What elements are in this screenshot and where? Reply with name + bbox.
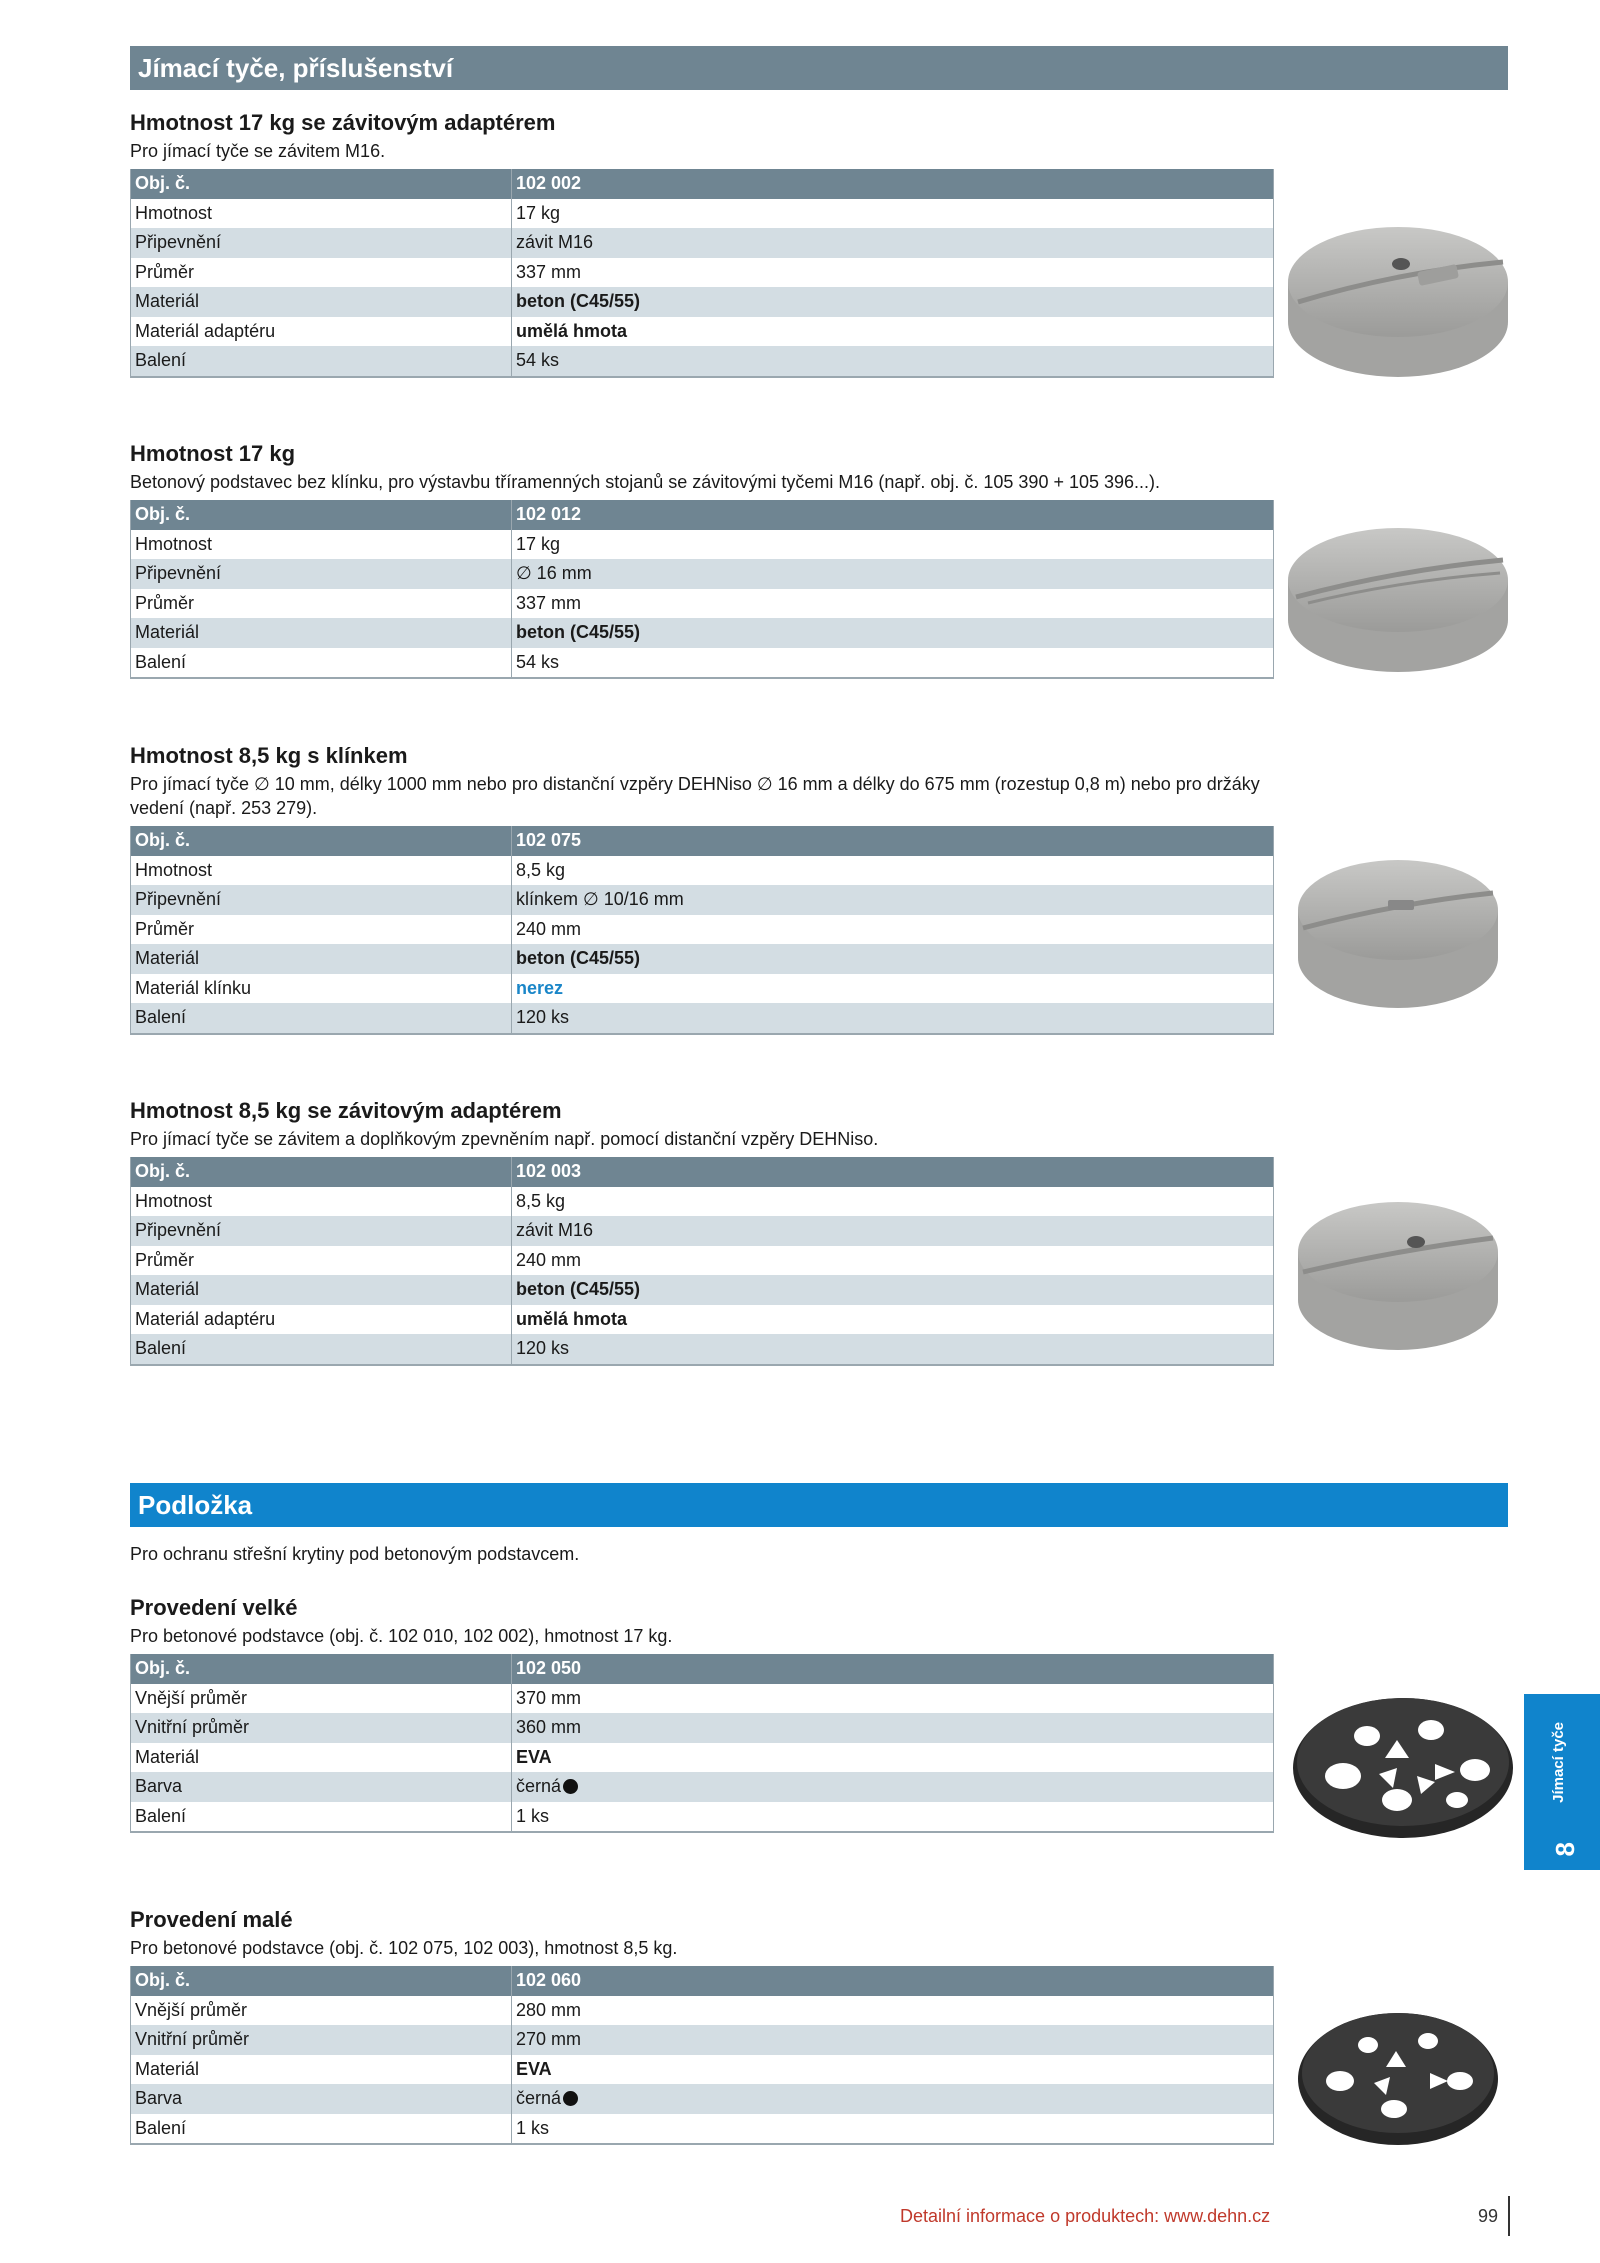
cell-key: Balení — [131, 2114, 512, 2145]
concrete-base-image — [1288, 1190, 1508, 1360]
cell-value: 102 050 — [512, 1654, 1274, 1684]
cell-value: 120 ks — [512, 1334, 1274, 1365]
cell-key: Hmotnost — [131, 1187, 512, 1217]
cell-value: 17 kg — [512, 530, 1274, 560]
cell-value: 240 mm — [512, 915, 1274, 945]
chapter-tab-label: Jímací tyče — [1550, 1722, 1567, 1803]
cell-value: 240 mm — [512, 1246, 1274, 1276]
cell-value: 1 ks — [512, 1802, 1274, 1833]
intro-text: Pro ochranu střešní krytiny pod betonovým podstavcem. — [130, 1544, 580, 1564]
section-title: Provedení malé — [130, 1907, 293, 1932]
section-title: Hmotnost 8,5 kg se závitovým adaptérem — [130, 1098, 562, 1123]
rubber-pad-image — [1290, 1995, 1510, 2155]
cell-value: beton (C45/55) — [512, 944, 1274, 974]
section-title: Provedení velké — [130, 1595, 298, 1620]
section-desc: Pro jímací tyče ∅ 10 mm, délky 1000 mm nebo pro distanční vzpěry DEHNiso ∅ 16 mm a délky do 675 mm (rozestup 0,8 m) nebo pro držáky vedení (např. 253 279). — [130, 774, 1260, 818]
cell-key: Hmotnost — [131, 856, 512, 886]
spec-table — [130, 826, 1274, 1035]
cell-key: Materiál — [131, 287, 512, 317]
concrete-base-image — [1278, 515, 1518, 685]
spec-table — [130, 1654, 1274, 1833]
chapter-tab-number: 8 — [1550, 1841, 1580, 1856]
page-number: 99 — [1478, 2206, 1499, 2226]
cell-key: Materiál klínku — [131, 974, 512, 1004]
cell-value: beton (C45/55) — [512, 1275, 1274, 1305]
cell-value: 102 002 — [512, 169, 1274, 199]
cell-value: 102 003 — [512, 1157, 1274, 1187]
chapter-tab[interactable] — [1524, 1694, 1600, 1870]
cell-key: Vnitřní průměr — [131, 1713, 512, 1743]
color-swatch-icon — [563, 1779, 578, 1794]
spec-table — [130, 1966, 1274, 2145]
cell-key: Hmotnost — [131, 199, 512, 229]
cell-key: Barva — [131, 2084, 512, 2114]
cell-key: Připevnění — [131, 559, 512, 589]
cell-key: Obj. č. — [131, 1966, 512, 1996]
cell-value: 120 ks — [512, 1003, 1274, 1034]
rubber-pad-image — [1285, 1678, 1525, 1848]
cell-key: Balení — [131, 1334, 512, 1365]
cell-value: 102 060 — [512, 1966, 1274, 1996]
cell-key: Připevnění — [131, 885, 512, 915]
cell-key: Průměr — [131, 258, 512, 288]
cell-key: Vnitřní průměr — [131, 2025, 512, 2055]
podlozka-intro — [130, 1540, 1274, 1572]
cell-value: beton (C45/55) — [512, 287, 1274, 317]
cell-key: Průměr — [131, 1246, 512, 1276]
cell-value — [512, 2084, 1274, 2114]
cell-value: nerez — [512, 974, 1274, 1004]
color-text: černá — [516, 2088, 562, 2109]
cell-key: Obj. č. — [131, 1654, 512, 1684]
section-102060 — [130, 1906, 1274, 2145]
cell-key: Barva — [131, 1772, 512, 1802]
cell-key: Materiál — [131, 2055, 512, 2085]
cell-key: Vnější průměr — [131, 1996, 512, 2026]
cell-value — [512, 1772, 1274, 1802]
cell-value: ∅ 16 mm — [512, 559, 1274, 589]
cell-value: 17 kg — [512, 199, 1274, 229]
cell-value: umělá hmota — [512, 1305, 1274, 1335]
cell-value: EVA — [512, 2055, 1274, 2085]
spec-table — [130, 1157, 1274, 1366]
cell-key: Balení — [131, 346, 512, 377]
cell-value: umělá hmota — [512, 317, 1274, 347]
cell-value: 54 ks — [512, 346, 1274, 377]
cell-value: klínkem ∅ 10/16 mm — [512, 885, 1274, 915]
color-swatch-icon — [563, 2091, 578, 2106]
cell-key: Materiál adaptéru — [131, 1305, 512, 1335]
section-title: Hmotnost 17 kg se závitovým adaptérem — [130, 110, 556, 135]
cell-value: 102 075 — [512, 826, 1274, 856]
cell-key: Obj. č. — [131, 826, 512, 856]
section-desc: Betonový podstavec bez klínku, pro výstavbu tříramenných stojanů se závitovými tyčemi M16 (např. obj. č. 105 390 + 105 396...). — [130, 472, 1161, 492]
cell-key: Balení — [131, 1802, 512, 1833]
section-102002 — [130, 109, 1274, 378]
section-desc: Pro jímací tyče se závitem M16. — [130, 141, 386, 161]
section-desc: Pro betonové podstavce (obj. č. 102 010, 102 002), hmotnost 17 kg. — [130, 1626, 673, 1646]
spec-table — [130, 169, 1274, 378]
cell-value: 8,5 kg — [512, 856, 1274, 886]
cell-key: Materiál — [131, 944, 512, 974]
section-title: Hmotnost 8,5 kg s klínkem — [130, 743, 408, 768]
spec-table — [130, 500, 1274, 679]
section-title: Hmotnost 17 kg — [130, 441, 296, 466]
cell-value: závit M16 — [512, 228, 1274, 258]
cell-key: Připevnění — [131, 228, 512, 258]
cell-key: Materiál adaptéru — [131, 317, 512, 347]
cell-key: Obj. č. — [131, 500, 512, 530]
cell-key: Balení — [131, 1003, 512, 1034]
cell-key: Obj. č. — [131, 169, 512, 199]
cell-key: Materiál — [131, 618, 512, 648]
section-102003 — [130, 1097, 1274, 1366]
section-102075 — [130, 742, 1274, 1035]
cell-value: beton (C45/55) — [512, 618, 1274, 648]
concrete-base-image — [1278, 212, 1518, 392]
cell-value: 102 012 — [512, 500, 1274, 530]
cell-key: Vnější průměr — [131, 1684, 512, 1714]
cell-value: 337 mm — [512, 589, 1274, 619]
cell-value: závit M16 — [512, 1216, 1274, 1246]
footer-link[interactable]: Detailní informace o produktech: www.dehn.cz — [900, 2206, 1271, 2226]
page-number-divider — [1508, 2196, 1510, 2236]
concrete-base-image — [1288, 848, 1508, 1018]
cell-key: Balení — [131, 648, 512, 679]
section-102050 — [130, 1594, 1274, 1833]
cell-key: Průměr — [131, 915, 512, 945]
cell-key: Připevnění — [131, 1216, 512, 1246]
section-desc: Pro betonové podstavce (obj. č. 102 075, 102 003), hmotnost 8,5 kg. — [130, 1938, 678, 1958]
cell-value: 8,5 kg — [512, 1187, 1274, 1217]
cell-key: Průměr — [131, 589, 512, 619]
cell-value: 280 mm — [512, 1996, 1274, 2026]
cell-value: 360 mm — [512, 1713, 1274, 1743]
page-title: Jímací tyče, příslušenství — [130, 46, 1508, 90]
section-bar-podlozka: Podložka — [130, 1483, 1508, 1527]
cell-value: 370 mm — [512, 1684, 1274, 1714]
cell-key: Hmotnost — [131, 530, 512, 560]
cell-value: 270 mm — [512, 2025, 1274, 2055]
cell-value: 54 ks — [512, 648, 1274, 679]
color-text: černá — [516, 1776, 562, 1797]
cell-value: EVA — [512, 1743, 1274, 1773]
cell-value: 337 mm — [512, 258, 1274, 288]
cell-key: Obj. č. — [131, 1157, 512, 1187]
cell-key: Materiál — [131, 1743, 512, 1773]
section-102012 — [130, 440, 1274, 679]
cell-key: Materiál — [131, 1275, 512, 1305]
section-desc: Pro jímací tyče se závitem a doplňkovým zpevněním např. pomocí distanční vzpěry DEHNiso. — [130, 1129, 879, 1149]
cell-value: 1 ks — [512, 2114, 1274, 2145]
